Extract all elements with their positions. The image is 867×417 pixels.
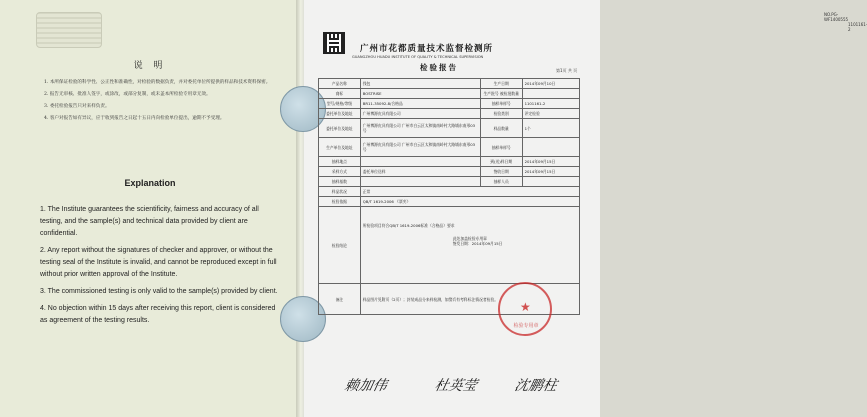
- table-row: [319, 177, 580, 187]
- report-number-top: 1101161-2: [848, 22, 867, 32]
- cell-label: 检验结论: [319, 207, 361, 284]
- cell-label: 抽样地点: [319, 157, 361, 167]
- cell-value: BR11-35092-8/合格品: [360, 99, 480, 109]
- explanation-notes-cn: [44, 78, 276, 126]
- page-info: 第1页 共 页: [556, 68, 578, 73]
- cell-label: 抽样人员: [480, 177, 522, 187]
- table-row: [319, 207, 580, 284]
- cell-value: 正常: [360, 187, 579, 197]
- table-row: [319, 167, 580, 177]
- cell-value: 广州博源皮具有限公司: [360, 109, 480, 119]
- cell-value: [360, 177, 480, 187]
- cell-label: 商标: [319, 89, 361, 99]
- cell-value: 钱包: [360, 79, 480, 89]
- form-number: NO.PG-WF1400555: [824, 12, 849, 22]
- explanation-page: [0, 0, 300, 417]
- signature-approver: 赖加伟: [343, 378, 389, 394]
- table-row: [319, 138, 580, 157]
- table-row: [319, 109, 580, 119]
- report-title: 检验报告: [420, 63, 458, 72]
- table-row: [319, 157, 580, 167]
- testing-seal: [498, 282, 552, 336]
- cell-value: 委托单位送样: [360, 167, 480, 177]
- table-row: [319, 79, 580, 89]
- cell-value: 2014年09月10日: [522, 79, 579, 89]
- table-row: [319, 89, 580, 99]
- cell-value: [522, 138, 579, 157]
- cell-value: [522, 89, 579, 99]
- cell-value: 广州博源皮具有限公司 广州市白云区太和镇南岭村大路埔东南形03号: [360, 138, 480, 157]
- page-fold: [296, 0, 304, 417]
- cell-label: 抽样单样号: [480, 99, 522, 109]
- note-cn-1: 1. 本所保证检验的科学性、公正性和准确性，对检验的数据负责，并对委托单位所提供的样品和技术资料保密。: [44, 80, 271, 85]
- cell-label: 委托单位及地址: [319, 119, 361, 138]
- signature-tester: 沈鹏柱: [513, 378, 559, 394]
- seal-text: 检验专用章: [513, 323, 539, 329]
- cell-label: 生产批号 被检批数量: [480, 89, 522, 99]
- explanation-title-en: Explanation: [124, 178, 176, 188]
- signature-checker: 杜英莹: [433, 378, 479, 394]
- table-row: [319, 119, 580, 138]
- cell-value: 1个: [522, 119, 579, 138]
- cell-value: 样品图片见附页（2页）；封装成品分来样检测，如警兵有考科标注情况者检验。: [360, 284, 579, 315]
- signatures: [345, 375, 585, 399]
- cell-value: QB/T 1619-2006 《票夹》: [360, 197, 579, 207]
- table-row: [319, 99, 580, 109]
- cell-label: 采样方式: [319, 167, 361, 177]
- conclusion-text: 所检验项目符合QB/T 1619-2006标准（合格品）要求: [362, 222, 455, 228]
- cell-label: 型号/规格/等级: [319, 99, 361, 109]
- conclusion-cell: [360, 207, 579, 284]
- institute-name-en: GUANGZHOU HUADU INSTITUTE OF QUALITY & TECHNICAL SUPERVISION: [352, 55, 484, 59]
- seal-star-icon: ★: [520, 300, 531, 314]
- note-en-2: 2. Any report without the signatures of checker and approver, or without the testing seal of the Institute is invalid, and cannot be reproduced except in full without prior written approval of the Institute.: [40, 247, 277, 278]
- seal-note: 此处加盖检验专用章: [452, 235, 487, 241]
- cell-label: 生产单位及地址: [319, 138, 361, 157]
- cell-value: 2014年09月15日: [522, 157, 579, 167]
- cell-value: [360, 157, 480, 167]
- cell-value: 评定检验: [522, 109, 579, 119]
- cell-label: 样品状况: [319, 187, 361, 197]
- explanation-notes-en: [40, 204, 280, 332]
- cell-value: BOSTRISE: [360, 89, 480, 99]
- stapled-tab: [36, 12, 102, 48]
- cell-value: [522, 177, 579, 187]
- cell-label: 备注: [319, 284, 361, 315]
- issue-date: 签发日期：2014年09月15日: [452, 240, 503, 246]
- cell-label: 签收日期: [480, 167, 522, 177]
- cell-label: 检验依据: [319, 197, 361, 207]
- cell-label: 抽样基数: [319, 177, 361, 187]
- note-cn-3: 3. 委托检验报告只对来样负责。: [44, 104, 110, 109]
- explanation-title-cn: 说 明: [133, 61, 167, 71]
- cell-label: 生产日期: [480, 79, 522, 89]
- cell-label: 到(送)样日期: [480, 157, 522, 167]
- cell-label: 产品名称: [319, 79, 361, 89]
- cell-value: 1101161-2: [522, 99, 579, 109]
- note-en-1: 1. The Institute guarantees the scientificity, fairness and accuracy of all testing, and the sample(s) and technical data provided by client are confidential.: [40, 206, 259, 237]
- report-table: [318, 78, 580, 315]
- cell-label: 检验类别: [480, 109, 522, 119]
- institute-name-cn: 广州市花都质量技术监督检测所: [360, 44, 494, 54]
- cell-label: 样品数量: [480, 119, 522, 138]
- cell-label: 抽样单样号: [480, 138, 522, 157]
- qr-code: [323, 32, 345, 54]
- note-en-3: 3. The commissioned testing is only valid to the sample(s) provided by client.: [40, 288, 278, 295]
- table-row: [319, 187, 580, 197]
- note-cn-4: 4. 客户对报告如有异议，应于收到报告之日起十五日内向检验单位提出，逾期不予受理。: [44, 116, 225, 121]
- cell-value: 广州博源皮具有限公司 广州市白云区太和镇南岭村大路埔东南形03号: [360, 119, 480, 138]
- cell-value: 2014年09月15日: [522, 167, 579, 177]
- cell-label: 委托单位及地址: [319, 109, 361, 119]
- table-row: [319, 197, 580, 207]
- note-cn-2: 2. 报告无审核、批准人签字，或涂改，或部分复制，或未盖本所检验专用章无效。: [44, 92, 211, 97]
- note-en-4: 4. No objection within 15 days after receiving this report, client is considered as agreement of the testing results.: [40, 305, 276, 324]
